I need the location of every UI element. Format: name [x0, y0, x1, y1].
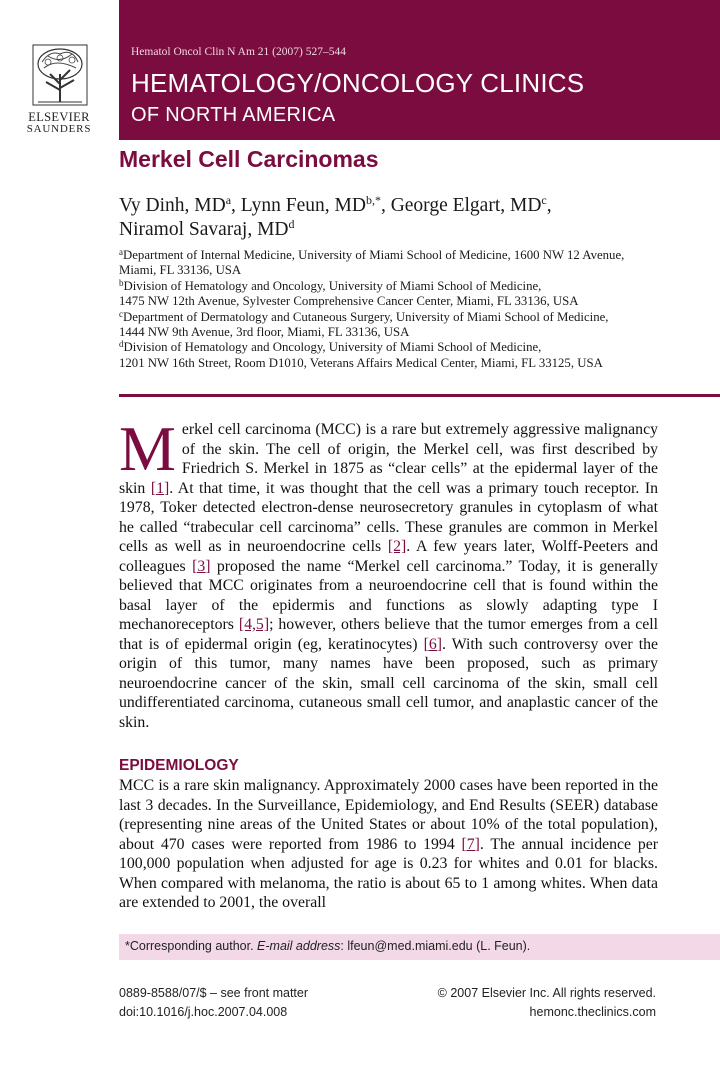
copyright-block — [438, 984, 656, 1022]
author-affiliation-mark: d — [288, 217, 295, 231]
reference-link[interactable]: [6] — [423, 635, 442, 653]
affiliation-text: 1201 NW 16th Street, Room D1010, Veterans Affairs Medical Center, Miami, FL 33125, USA — [119, 355, 603, 370]
author-affiliation-mark: a — [225, 193, 232, 207]
doi-line[interactable]: doi:10.1016/j.hoc.2007.04.008 — [119, 1005, 288, 1019]
affiliation-text: Department of Dermatology and Cutaneous Surgery, University of Miami School of Medicine, — [123, 309, 609, 324]
reference-link[interactable]: [4,5] — [238, 616, 270, 633]
paragraph-text: . The annual incidence per 100,000 population when adjusted for age is 0.23 for whites and 0.01 for blacks. When compared with melanoma, the ratio is about 65 to 1 among whites. When data are extended to 2001, the overall — [119, 835, 658, 911]
epidemiology-paragraph — [119, 776, 658, 913]
reference-link[interactable]: [1] — [150, 479, 170, 497]
author-separator: , — [231, 195, 241, 216]
journal-citation: Hematol Oncol Clin N Am 21 (2007) 527–544 — [131, 46, 346, 58]
intro-paragraph — [119, 413, 658, 732]
affiliation-text: 1475 NW 12th Avenue, Sylvester Comprehensive Cancer Center, Miami, FL 33136, USA — [119, 294, 579, 309]
article-title: Merkel Cell Carcinomas — [119, 146, 379, 172]
journal-banner — [119, 0, 720, 140]
corresponding-author-footnote — [119, 934, 720, 960]
author-name: Lynn Feun, MD — [240, 195, 366, 216]
publisher-imprint: SAUNDERS — [26, 123, 92, 135]
author-separator: , — [546, 195, 552, 216]
footnote-suffix: (L. Feun). — [472, 939, 531, 953]
affiliation-text: Miami, FL 33136, USA — [119, 263, 242, 278]
paragraph-text: erkel cell carcinoma (MCC) is a rare but extremely aggressive malignancy of the skin. The cell of origin, the Merkel cell, was first described by Friedrich S. Merkel in 1875 as “clear cells” at the epidermal layer of the skin — [119, 421, 658, 497]
affiliation-mark: b — [119, 277, 124, 288]
affiliation-line — [119, 356, 679, 371]
affiliation-line — [119, 294, 679, 309]
email-separator: : — [340, 939, 348, 953]
section-divider — [119, 394, 720, 397]
affiliation-line — [119, 248, 679, 263]
author-name: Niramol Savaraj, MD — [119, 219, 289, 240]
paragraph-text: MCC is a rare skin malignancy. Approximately 2000 cases have been reported in the last 3 decades. In the Surveillance, Epidemiology, and End Results (SEER) database (representing nine areas of the United States or about 10% of the total population), about 470 cases were reported from 1986 to 1994 — [119, 777, 658, 853]
affiliation-line — [119, 263, 679, 278]
email-label: E-mail address — [257, 939, 341, 953]
author-separator: , — [380, 195, 391, 216]
paragraph-text: ; however, others believe that the tumor emerges from a cell that is of epidermal origin (eg, keratinocytes) — [119, 616, 658, 653]
issn-line: 0889-8588/07/$ – see front matter — [119, 986, 309, 1000]
journal-subtitle: OF NORTH AMERICA — [131, 104, 336, 126]
affiliation-line — [119, 340, 679, 355]
paragraph-text: proposed the name “Merkel cell carcinoma.” Today, it is generally believed that MCC originates from a neuroendocrine cell that is found within the basal layer of the epidermis and functions as slowly adapting type I mechanoreceptors — [119, 557, 658, 633]
publisher-name: ELSEVIER — [28, 110, 90, 124]
reference-link[interactable]: [3] — [192, 557, 211, 575]
article-identifiers — [119, 984, 308, 1022]
publisher-logo — [0, 0, 118, 140]
section-heading: EPIDEMIOLOGY — [119, 757, 239, 774]
affiliation-mark: a — [119, 247, 123, 257]
affiliation-line — [119, 310, 679, 325]
drop-cap: M — [119, 413, 176, 484]
author-affiliation-mark: b,* — [365, 193, 381, 207]
affiliation-text: Division of Hematology and Oncology, University of Miami School of Medicine, — [123, 340, 542, 355]
paragraph-text: . At that time, it was thought that the cell was a primary touch receptor. In 1978, Toker detected electron-dense neurosecretory granules in cytoplasm of what he called “trabecular cell carcinoma” cells. These granules are common in Merkel cells as well as in neuroendocrine cells — [119, 479, 658, 555]
author-name: Vy Dinh, MD — [119, 195, 226, 216]
elsevier-tree-icon — [32, 44, 88, 106]
footnote-text — [125, 939, 530, 953]
reference-link[interactable]: [7] — [461, 835, 480, 853]
affiliation-line — [119, 325, 679, 340]
affiliation-line — [119, 279, 679, 294]
email-address[interactable]: lfeun@med.miami.edu — [347, 939, 473, 953]
footnote-prefix: *Corresponding author. — [125, 939, 258, 953]
author-list — [119, 194, 679, 242]
journal-website[interactable]: hemonc.theclinics.com — [529, 1005, 656, 1019]
paragraph-text: . With such controversy over the origin of this tumor, many names have been proposed, such as primary neuroendocrine cancer of the skin, small cell carcinoma of the skin, small cell undifferentiated carcinoma, cutaneous small cell tumor, and anaplastic cancer of the skin. — [119, 635, 658, 731]
affiliation-mark: d — [119, 339, 124, 350]
affiliation-mark: c — [119, 308, 123, 319]
affiliation-text: Department of Internal Medicine, University of Miami School of Medicine, 1600 NW 12 Avenue, — [123, 248, 625, 262]
affiliation-text: Division of Hematology and Oncology, University of Miami School of Medicine, — [123, 278, 542, 293]
author-affiliation-mark: c — [541, 193, 547, 207]
author-name: George Elgart, MD — [390, 195, 542, 216]
reference-link[interactable]: [2] — [387, 538, 407, 555]
affiliation-list — [119, 248, 679, 371]
copyright-line: © 2007 Elsevier Inc. All rights reserved. — [437, 986, 656, 1000]
journal-title: HEMATOLOGY/ONCOLOGY CLINICS — [131, 68, 585, 98]
affiliation-text: 1444 NW 9th Avenue, 3rd floor, Miami, FL 33136, USA — [119, 325, 410, 340]
paragraph-text: . A few years later, Wolff-Peeters and colleagues — [119, 538, 658, 575]
